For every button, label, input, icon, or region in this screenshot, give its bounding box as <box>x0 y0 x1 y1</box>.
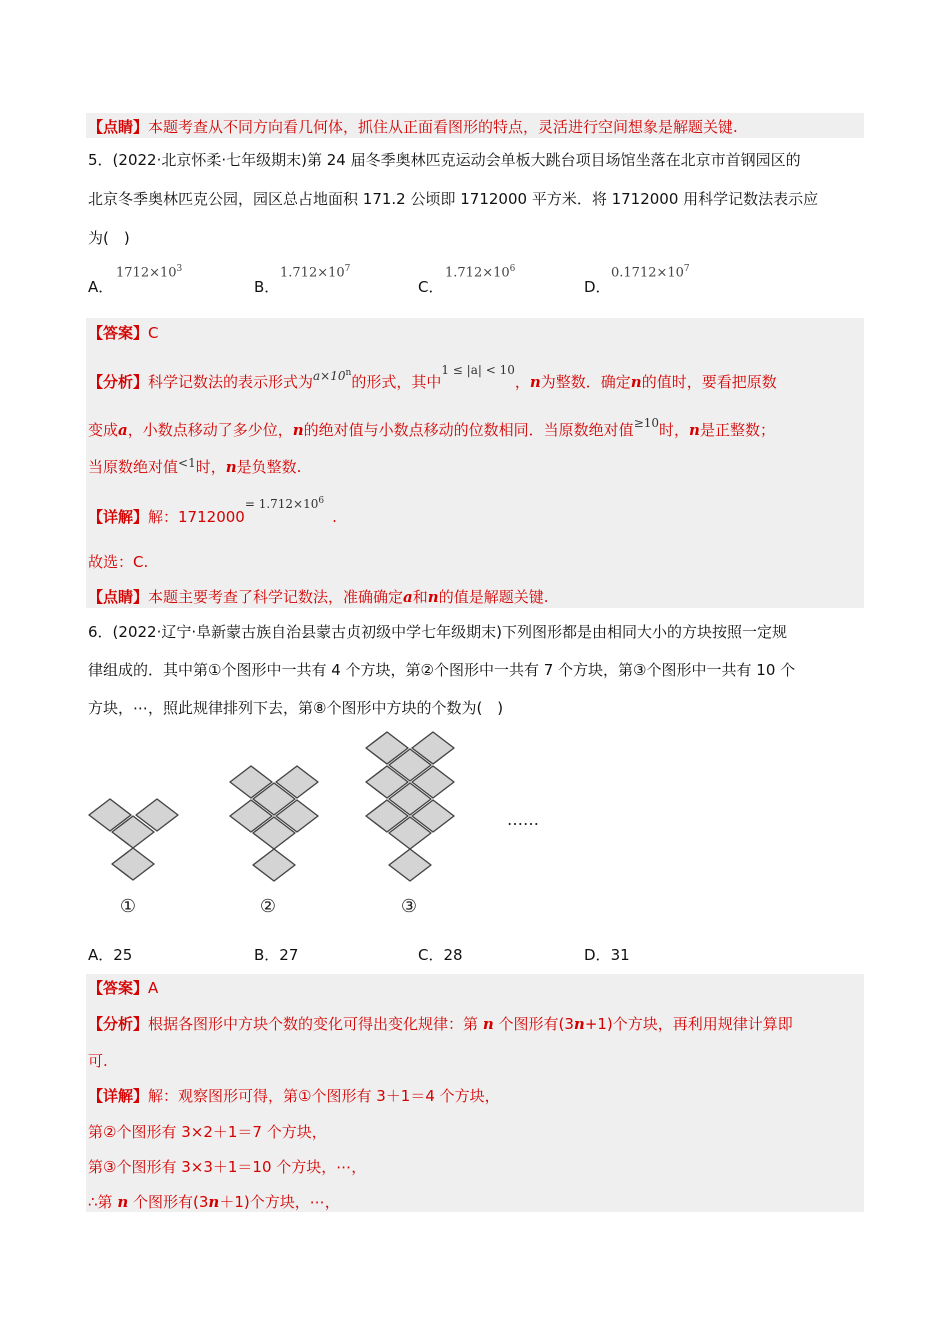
var-n: n <box>482 1015 494 1033</box>
math-lt-1: <1 <box>178 456 196 470</box>
analysis-text: 当原数绝对值 <box>88 458 179 476</box>
answer-value: A <box>148 979 159 997</box>
comment-line-q5 <box>88 587 548 607</box>
option-b-label: B． <box>254 278 280 296</box>
answer-tag: 【答案】 <box>88 324 149 342</box>
answer-tag: 【答案】 <box>88 979 149 997</box>
detail-line-4-q6 <box>88 1192 340 1212</box>
detail-text: ＋1)个方块，⋯， <box>219 1193 340 1211</box>
option-b-expr: $1.712\times 10^7$ <box>280 264 351 281</box>
analysis-line-3-q5 <box>88 457 301 478</box>
option-a-expr: $1712\times 10^3$ <box>116 264 183 281</box>
analysis-text: 变成 <box>88 421 119 439</box>
detail-text: 解：1712000 <box>148 508 245 526</box>
detail-line-3-q6: 第③个图形有 3×3＋1＝10 个方块，⋯， <box>88 1158 367 1176</box>
var-n: n <box>427 588 439 606</box>
comment-text: 和 <box>412 588 428 606</box>
question-5-line-2: 北京冬季奥林匹克公园，园区总占地面积 171.2 公顷即 1712000 平方米．将 1712000 用科学记数法表示应 <box>88 190 819 208</box>
option-c-expr: $1.712\times 10^6$ <box>445 264 516 281</box>
analysis-tag: 【分析】 <box>88 373 149 391</box>
analysis-text: 是正整数； <box>699 421 775 439</box>
analysis-text: 根据各图形中方块个数的变化可得出变化规律：第 <box>148 1015 479 1033</box>
option-d-label: D． <box>584 278 611 296</box>
option-c: C．28 <box>418 946 463 964</box>
comment-tag: 【点睛】 <box>88 118 149 136</box>
question-5-line-3: 为( ) <box>88 229 130 247</box>
comment-tag: 【点睛】 <box>88 588 149 606</box>
option-d: D．31 <box>584 946 630 964</box>
var-n: n <box>292 421 304 439</box>
question-6-line-2: 律组成的．其中第①个图形中一共有 4 个方块，第②个图形中一共有 7 个方块，第③个图形中一共有 10 个 <box>88 661 796 679</box>
answer-line-q6 <box>88 978 158 998</box>
math-range: 1 ≤ |a| < 10 <box>441 363 515 377</box>
analysis-text: 个图形有(3 <box>498 1015 574 1033</box>
question-6-line-3: 方块，⋯，照此规律排列下去，第⑧个图形中方块的个数为( ) <box>88 699 504 717</box>
figure-2 <box>230 766 318 881</box>
figure-label-3: ③ <box>400 896 418 917</box>
detail-text: ∴第 <box>88 1193 113 1211</box>
analysis-text: 为整数．确定 <box>540 373 631 391</box>
figure-3 <box>366 732 454 881</box>
detail-line-1-q6 <box>88 1086 500 1106</box>
analysis-line-2-q5 <box>88 416 775 441</box>
analysis-text: 时， <box>659 421 690 439</box>
detail-tag: 【详解】 <box>88 508 149 526</box>
option-c-label: C． <box>418 278 444 296</box>
analysis-text: 时， <box>195 458 226 476</box>
answer-value: C <box>148 324 159 342</box>
figure-label-1: ① <box>119 896 137 917</box>
option-a-label: A． <box>88 278 114 296</box>
var-n: n <box>689 421 700 439</box>
analysis-text: 的绝对值与小数点移动的位数相同．当原数绝对值 <box>303 421 634 439</box>
var-n: n <box>529 373 541 391</box>
analysis-text: +1)个方块，再利用规律计算即 <box>584 1015 793 1033</box>
var-n: n <box>208 1193 220 1211</box>
analysis-text: 的形式，其中 <box>351 373 442 391</box>
figure-ellipsis: …… <box>507 810 539 829</box>
question-5-line-1: 5．(2022·北京怀柔·七年级期末)第 24 届冬季奥林匹克运动会单板大跳台项目场馆坐落在北京市首钢园区的 <box>88 151 801 169</box>
detail-line-2-q6: 第②个图形有 3×2＋1＝7 个方块， <box>88 1123 327 1141</box>
math-a-times-10n: a×10n <box>313 368 352 383</box>
comment-text: 本题考查从不同方向看几何体，抓住从正面看图形的特点，灵活进行空间想象是解题关键. <box>148 118 738 136</box>
var-n: n <box>573 1015 585 1033</box>
figure-1 <box>89 799 178 880</box>
choose-line-q5: 故选：C. <box>88 553 149 571</box>
var-n: n <box>225 458 237 476</box>
analysis-line-1-q5 <box>88 363 777 393</box>
pattern-figures <box>82 728 552 923</box>
math-ge-10: ≥10 <box>633 416 660 430</box>
figure-label-2: ② <box>259 896 277 917</box>
comment-line-q4 <box>88 117 738 137</box>
detail-end: . <box>332 508 337 526</box>
var-n: n <box>117 1193 129 1211</box>
answer-line-q5 <box>88 323 159 343</box>
analysis-text: 的值时，要看把原数 <box>641 373 777 391</box>
analysis-line-2-q6: 可. <box>88 1052 108 1070</box>
var-a: a <box>118 421 128 439</box>
comment-text: 本题主要考查了科学记数法，准确确定 <box>148 588 404 606</box>
option-d-expr: $0.1712\times 10^7$ <box>611 264 690 281</box>
question-6-line-1: 6．(2022·辽宁·阜新蒙古族自治县蒙古贞初级中学七年级期末)下列图形都是由相同大小的方块按照一定规 <box>88 623 787 641</box>
option-a: A．25 <box>88 946 133 964</box>
detail-text: 个图形有(3 <box>133 1193 209 1211</box>
analysis-text: ， <box>514 373 530 391</box>
analysis-tag: 【分析】 <box>88 1015 149 1033</box>
detail-text: 解：观察图形可得，第①个图形有 3＋1＝4 个方块， <box>148 1087 500 1105</box>
comment-text: 的值是解题关键. <box>438 588 549 606</box>
option-b: B．27 <box>254 946 299 964</box>
analysis-text: 是负整数. <box>236 458 302 476</box>
var-a: a <box>403 588 413 606</box>
var-n: n <box>630 373 642 391</box>
analysis-line-1-q6 <box>88 1014 793 1034</box>
math-result: = 1.712×106 <box>244 496 325 511</box>
analysis-text: ，小数点移动了多少位， <box>127 421 293 439</box>
analysis-text: 科学记数法的表示形式为 <box>148 373 314 391</box>
detail-tag: 【详解】 <box>88 1087 149 1105</box>
